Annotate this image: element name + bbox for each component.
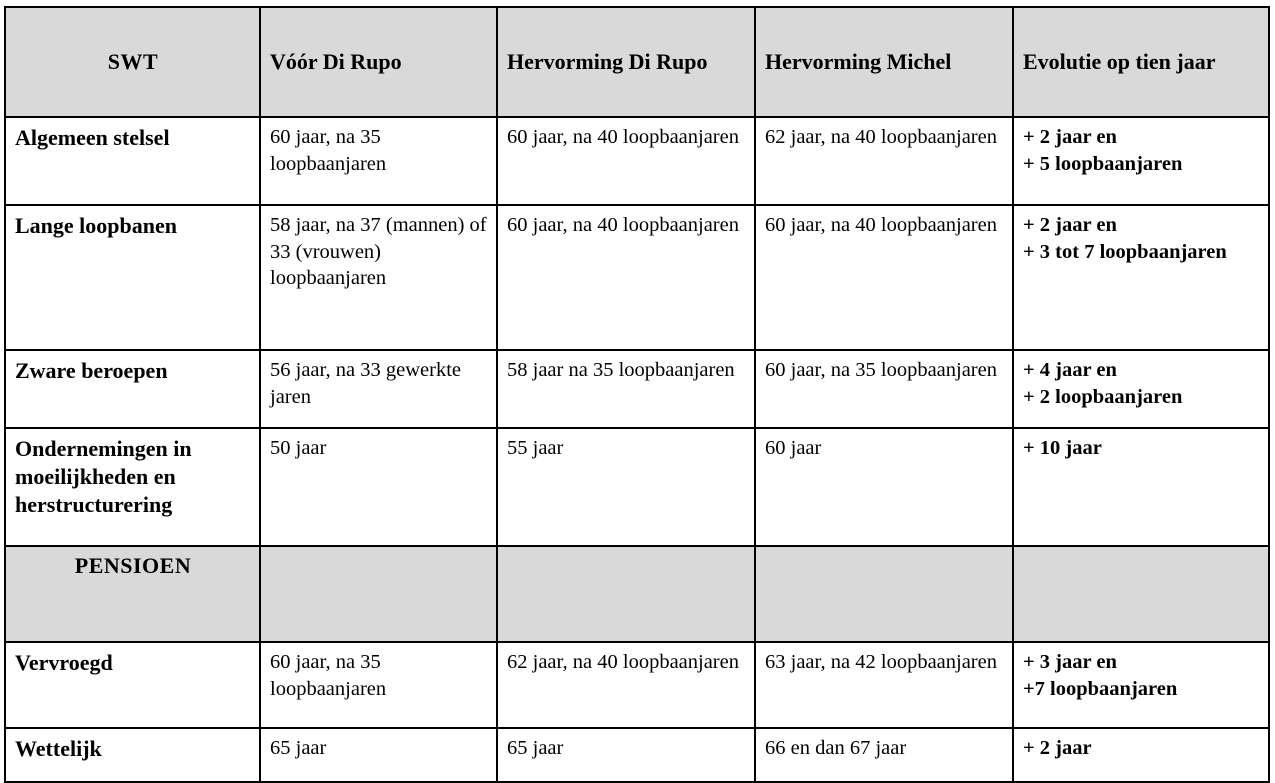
cell-zware-voor: 56 jaar, na 33 gewerkte jaren — [260, 350, 497, 428]
cell-algemeen-voor: 60 jaar, na 35 loopbaanjaren — [260, 117, 497, 205]
table-row — [5, 428, 1269, 546]
cell-lange-voor: 58 jaar, na 37 (mannen) of 33 (vrouwen) loopbaanjaren — [260, 205, 497, 350]
cell-lange-dirupo: 60 jaar, na 40 loopbaanjaren — [497, 205, 755, 350]
row-label-zware-beroepen: Zware beroepen — [5, 350, 260, 428]
cell-vervroegd-dirupo: 62 jaar, na 40 loopbaanjaren — [497, 642, 755, 728]
section-cell-evolutie — [1013, 546, 1269, 642]
cell-ondernemingen-voor: 50 jaar — [260, 428, 497, 546]
column-header-evolutie: Evolutie op tien jaar — [1013, 7, 1269, 117]
cell-zware-evolutie: + 4 jaar en + 2 loopbaanjaren — [1013, 350, 1269, 428]
section-cell-michel — [755, 546, 1013, 642]
table-row — [5, 117, 1269, 205]
section-label-pensioen: PENSIOEN — [5, 546, 260, 642]
table-header-row — [5, 7, 1269, 117]
cell-wettelijk-evolutie: + 2 jaar — [1013, 728, 1269, 782]
row-label-lange-loopbanen: Lange loopbanen — [5, 205, 260, 350]
cell-lange-michel: 60 jaar, na 40 loopbaanjaren — [755, 205, 1013, 350]
column-header-swt: SWT — [5, 7, 260, 117]
cell-algemeen-evolutie: + 2 jaar en + 5 loopbaanjaren — [1013, 117, 1269, 205]
cell-ondernemingen-michel: 60 jaar — [755, 428, 1013, 546]
comparison-table — [4, 6, 1270, 783]
section-row-pensioen — [5, 546, 1269, 642]
cell-wettelijk-dirupo: 65 jaar — [497, 728, 755, 782]
column-header-hervorming-michel: Hervorming Michel — [755, 7, 1013, 117]
cell-vervroegd-voor: 60 jaar, na 35 loopbaanjaren — [260, 642, 497, 728]
cell-algemeen-michel: 62 jaar, na 40 loopbaanjaren — [755, 117, 1013, 205]
cell-zware-dirupo: 58 jaar na 35 loopbaanjaren — [497, 350, 755, 428]
cell-ondernemingen-evolutie: + 10 jaar — [1013, 428, 1269, 546]
table-row — [5, 642, 1269, 728]
row-label-ondernemingen: Ondernemingen in moeilijkheden en herstructurering — [5, 428, 260, 546]
row-label-vervroegd: Vervroegd — [5, 642, 260, 728]
cell-wettelijk-voor: 65 jaar — [260, 728, 497, 782]
cell-vervroegd-michel: 63 jaar, na 42 loopbaanjaren — [755, 642, 1013, 728]
row-label-algemeen-stelsel: Algemeen stelsel — [5, 117, 260, 205]
section-cell-voor — [260, 546, 497, 642]
cell-vervroegd-evolutie: + 3 jaar en +7 loopbaanjaren — [1013, 642, 1269, 728]
row-label-wettelijk: Wettelijk — [5, 728, 260, 782]
cell-algemeen-dirupo: 60 jaar, na 40 loopbaanjaren — [497, 117, 755, 205]
section-cell-dirupo — [497, 546, 755, 642]
column-header-hervorming-di-rupo: Hervorming Di Rupo — [497, 7, 755, 117]
cell-ondernemingen-dirupo: 55 jaar — [497, 428, 755, 546]
cell-zware-michel: 60 jaar, na 35 loopbaanjaren — [755, 350, 1013, 428]
column-header-voor-di-rupo: Vóór Di Rupo — [260, 7, 497, 117]
cell-wettelijk-michel: 66 en dan 67 jaar — [755, 728, 1013, 782]
table-row — [5, 728, 1269, 782]
cell-lange-evolutie: + 2 jaar en + 3 tot 7 loopbaanjaren — [1013, 205, 1269, 350]
table-row — [5, 205, 1269, 350]
table-row — [5, 350, 1269, 428]
